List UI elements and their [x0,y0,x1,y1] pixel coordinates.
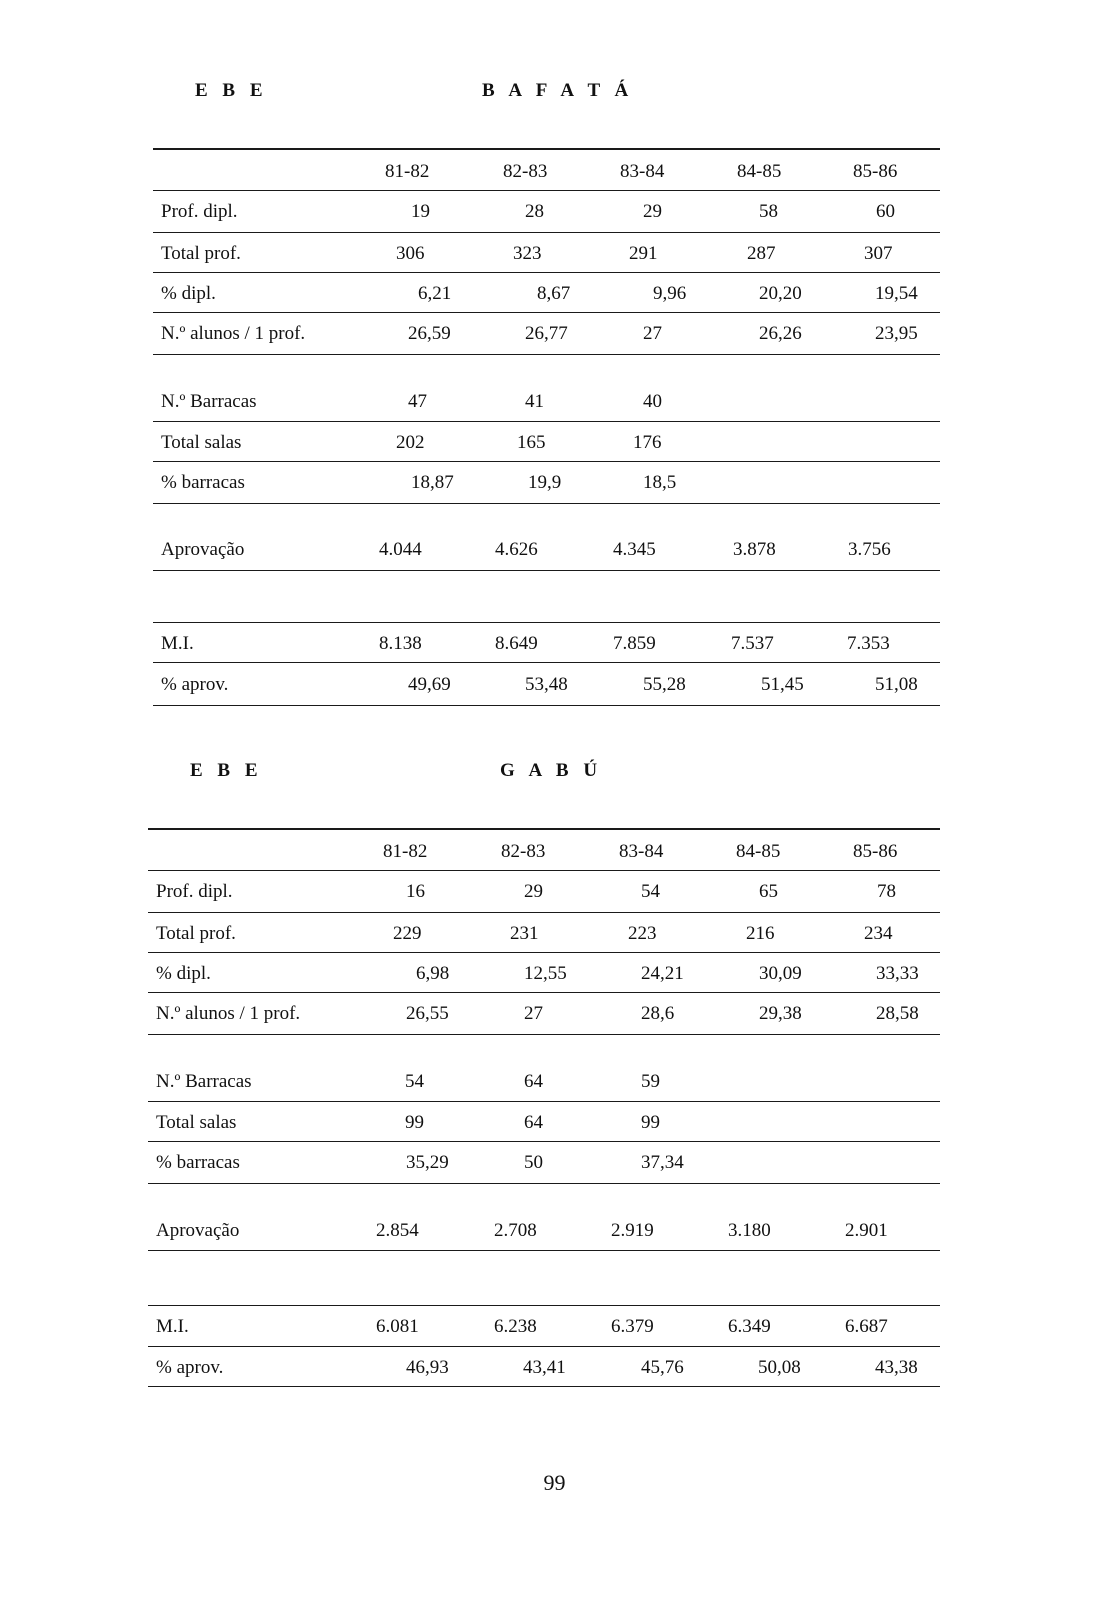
table-cell: 55,28 [643,674,686,695]
table-cell: 99 [405,1112,424,1133]
table-row [153,234,940,274]
column-header: 85-86 [853,841,898,862]
table-row [148,1211,940,1251]
table-cell: 40 [643,391,662,412]
table-cell: 4.345 [613,539,656,560]
table-rule [153,503,940,504]
table-cell: 33,33 [876,963,919,984]
table-cell: 54 [405,1071,424,1092]
table-row [148,1103,940,1143]
table-cell: 3.180 [728,1220,771,1241]
row-label: % dipl. [161,283,216,304]
table-cell: 6.379 [611,1316,654,1337]
table-cell: 7.859 [613,633,656,654]
table-cell: 306 [396,243,425,264]
table-cell: 2.854 [376,1220,419,1241]
table-row [148,1307,940,1347]
table-cell: 43,41 [523,1357,566,1378]
table-row [153,314,940,354]
table-cell: 8.138 [379,633,422,654]
table-cell: 2.919 [611,1220,654,1241]
table-cell: 24,21 [641,963,684,984]
table-rule [148,1183,940,1184]
table-cell: 9,96 [653,283,687,304]
table-rule [148,992,940,993]
section-label: E B E [190,760,263,781]
table-cell: 35,29 [406,1152,449,1173]
table-cell: 20,20 [759,283,802,304]
table-row [148,954,940,994]
table-rule [153,312,940,313]
table-cell: 41 [525,391,544,412]
table-row [148,1143,940,1183]
table-cell: 229 [393,923,422,944]
table-cell: 45,76 [641,1357,684,1378]
table-cell: 99 [641,1112,660,1133]
table-rule [148,1305,940,1306]
table-cell: 7.537 [731,633,774,654]
row-label: % aprov. [161,674,229,695]
row-label: Aprovação [156,1220,240,1241]
table-cell: 4.044 [379,539,422,560]
table-cell: 51,45 [761,674,804,695]
table-cell: 29 [524,881,543,902]
row-label: % barracas [156,1152,240,1173]
table-cell: 19,54 [875,283,918,304]
table-cell: 26,55 [406,1003,449,1024]
table-cell: 307 [864,243,893,264]
table-rule [153,148,940,150]
table-cell: 23,95 [875,323,918,344]
table-cell: 6.081 [376,1316,419,1337]
table-rule [148,912,940,913]
table-cell: 51,08 [875,674,918,695]
section-label: E B E [195,80,268,101]
row-label: Total prof. [161,243,241,264]
table-row [148,914,940,954]
row-label: N.º Barracas [156,1071,252,1092]
table-cell: 4.626 [495,539,538,560]
table-cell: 53,48 [525,674,568,695]
table-row [153,382,940,422]
table-cell: 28,58 [876,1003,919,1024]
column-header: 82-83 [503,161,548,182]
table-cell: 18,87 [411,472,454,493]
table-cell: 3.878 [733,539,776,560]
row-label: Total salas [161,432,242,453]
table-rule [153,570,940,571]
table-row [153,274,940,314]
table-rule [153,662,940,663]
table-cell: 231 [510,923,539,944]
column-header: 84-85 [736,841,781,862]
table-rule [153,461,940,462]
table-cell: 59 [641,1071,660,1092]
column-header-row [153,152,940,192]
table-rule [148,870,940,871]
table-rule [153,354,940,355]
table-cell: 27 [643,323,662,344]
table-cell: 29 [643,201,662,222]
row-label: Aprovação [161,539,245,560]
table-cell: 2.901 [845,1220,888,1241]
table-rule [148,1386,940,1387]
table-row [153,423,940,463]
table-cell: 165 [517,432,546,453]
table-cell: 26,59 [408,323,451,344]
row-label: M.I. [161,633,194,654]
table-row [153,530,940,570]
table-cell: 29,38 [759,1003,802,1024]
table-cell: 6.238 [494,1316,537,1337]
row-label: % barracas [161,472,245,493]
table-row [153,665,940,705]
table-cell: 2.708 [494,1220,537,1241]
table-cell: 234 [864,923,893,944]
table-cell: 19 [411,201,430,222]
table-cell: 8,67 [537,283,571,304]
table-cell: 26,26 [759,323,802,344]
table-rule [148,1250,940,1251]
table-rule [153,272,940,273]
table-rule [153,421,940,422]
table-cell: 202 [396,432,425,453]
table-cell: 223 [628,923,657,944]
page-number: 99 [543,1470,566,1495]
row-label: N.º alunos / 1 prof. [161,323,306,344]
table-cell: 64 [524,1071,543,1092]
table-rule [153,190,940,191]
table-cell: 16 [406,881,425,902]
region-title: G A B Ú [500,760,603,781]
column-header: 83-84 [619,841,664,862]
column-header: 83-84 [620,161,665,182]
table-cell: 46,93 [406,1357,449,1378]
table-cell: 287 [747,243,776,264]
table-cell: 6.349 [728,1316,771,1337]
table-cell: 19,9 [528,472,562,493]
table-cell: 323 [513,243,542,264]
table-row [153,463,940,503]
table-cell: 50,08 [758,1357,801,1378]
table-cell: 37,34 [641,1152,684,1173]
table-cell: 27 [524,1003,543,1024]
table-cell: 50 [524,1152,543,1173]
data-table-gabu [148,828,940,1388]
table-cell: 7.353 [847,633,890,654]
table-cell: 65 [759,881,778,902]
table-cell: 58 [759,201,778,222]
table-cell: 60 [876,201,895,222]
table-rule [148,828,940,830]
table-rule [153,232,940,233]
table-row [153,624,940,664]
table-rule [148,1141,940,1142]
column-header: 85-86 [853,161,898,182]
table-row [148,872,940,912]
table-cell: 6.687 [845,1316,888,1337]
row-label: Total salas [156,1112,237,1133]
table-row [148,1062,940,1102]
table-rule [148,1346,940,1347]
column-header-row [148,832,940,872]
column-header: 84-85 [737,161,782,182]
table-rule [148,1034,940,1035]
table-cell: 291 [629,243,658,264]
table-cell: 30,09 [759,963,802,984]
table-cell: 216 [746,923,775,944]
row-label: N.º alunos / 1 prof. [156,1003,301,1024]
table-cell: 6,21 [418,283,452,304]
table-cell: 47 [408,391,427,412]
row-label: M.I. [156,1316,189,1337]
region-title: B A F A T Á [482,80,634,101]
row-label: Prof. dipl. [161,201,238,222]
table-cell: 54 [641,881,660,902]
table-row [153,192,940,232]
row-label: % aprov. [156,1357,224,1378]
table-cell: 176 [633,432,662,453]
table-cell: 6,98 [416,963,450,984]
table-rule [153,705,940,706]
table-cell: 8.649 [495,633,538,654]
table-cell: 64 [524,1112,543,1133]
table-rule [148,952,940,953]
row-label: % dipl. [156,963,211,984]
table-rule [153,622,940,623]
table-cell: 28,6 [641,1003,675,1024]
table-cell: 49,69 [408,674,451,695]
table-cell: 28 [525,201,544,222]
table-cell: 3.756 [848,539,891,560]
table-row [148,1348,940,1388]
table-cell: 43,38 [875,1357,918,1378]
row-label: Total prof. [156,923,236,944]
table-row [148,994,940,1034]
column-header: 81-82 [383,841,428,862]
column-header: 82-83 [501,841,546,862]
row-label: Prof. dipl. [156,881,233,902]
table-cell: 18,5 [643,472,677,493]
table-rule [148,1101,940,1102]
data-table-bafata [153,148,940,708]
row-label: N.º Barracas [161,391,257,412]
table-cell: 12,55 [524,963,567,984]
table-cell: 78 [877,881,896,902]
column-header: 81-82 [385,161,430,182]
table-cell: 26,77 [525,323,568,344]
